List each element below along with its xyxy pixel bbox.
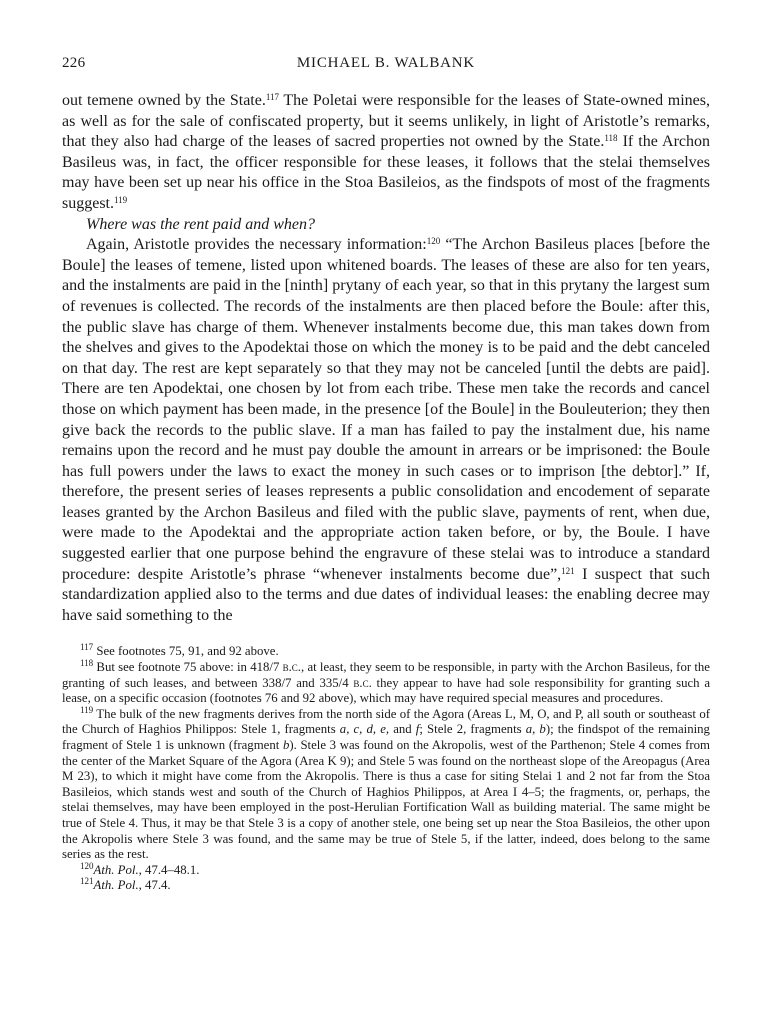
footnote-number: 121 xyxy=(80,876,94,887)
footnote-ref-120: 120 xyxy=(426,236,441,247)
footnote-text: ). Stele 3 was found on the Akropolis, west of the Parthenon; Stele 4 comes from the center of the Market Square of the Agora (Area K 9); and Stele 5 was found on the northeast slope of the Areopagus (Area M 23), to which it might have come from the Akropolis. There is thus a case for siting Stelai 1 and 2 not far from the Stoa Basileios, which stands west and south of the Church of Haghios Philippos, at Area I 4–5; the fragments, or, perhaps, the stelai themselves, may have been employed in the post-Herulian Fortification Wall as building material. The same might be true of Stele 4. Thus, it may be that Stele 3 is a copy of another stele, one being set up near the Stoa Basileios, the other upon the Akropolis where Stele 3 was found, and the same may be true of Stele 5, if the latter, indeed, does belong to the same series as the rest. xyxy=(62,738,710,862)
fragment-letter: b xyxy=(282,738,290,752)
footnote-text: ; Stele 2, fragments xyxy=(419,722,526,737)
footnote-118 xyxy=(62,660,710,707)
paragraph-2 xyxy=(62,235,710,626)
page xyxy=(62,55,710,894)
paragraph-1 xyxy=(62,91,710,215)
running-head: MICHAEL B. WALBANK xyxy=(296,55,476,71)
work-title: Ath. Pol. xyxy=(93,878,139,893)
footnote-text: But see footnote 75 above: in 418/7 xyxy=(93,660,283,675)
footnote-text: , at least, they seem to be responsible, in party with the Archon Basileus, for the granting of such leases, and between 338/7 and 335/4 xyxy=(62,660,710,690)
footnote-number: 120 xyxy=(80,860,94,871)
text-run: I suspect that such standardization applied also to the terms and due dates of individual leases: the enabling decree may have said something to the xyxy=(62,565,711,624)
text-run: out temene owned by the State. xyxy=(62,92,266,109)
main-text xyxy=(62,91,710,626)
footnote-number: 119 xyxy=(80,704,94,715)
footnote-117 xyxy=(62,644,710,660)
work-title: Ath. Pol. xyxy=(93,862,139,877)
footnote-ref-118: 118 xyxy=(604,133,618,144)
footnote-121 xyxy=(62,878,710,894)
text-run: If the Archon Basileus was, in fact, the officer responsible for these leases, it follows that the stelai themselves may have been set up near his office in the Stoa Basileios, as the findspots of most of the fragments suggest. xyxy=(62,133,710,212)
footnote-text: and xyxy=(389,722,416,737)
footnote-ref-119: 119 xyxy=(114,194,128,205)
era-abbrev: b.c. xyxy=(353,675,372,690)
fragment-letters: a, b xyxy=(525,722,546,737)
footnote-text: The bulk of the new fragments derives from the north side of the Agora (Areas L, M, O, and P, all south or southeast of the Church of Haghios Philippos: Stele 1, fragments xyxy=(62,706,710,737)
footnote-text: See footnotes 75, 91, and 92 above. xyxy=(93,644,279,659)
footnote-text: , 47.4. xyxy=(138,878,171,893)
footnote-text: , 47.4–48.1. xyxy=(138,862,200,877)
footnote-text: ); the findspot of the remaining fragment of Stele 1 is unknown (fragment xyxy=(62,722,710,752)
footnote-number: 118 xyxy=(80,658,94,669)
fragment-letter: f xyxy=(415,722,420,737)
era-abbrev: b.c. xyxy=(282,660,301,675)
page-number: 226 xyxy=(62,55,86,71)
footnote-text: they appear to have had sole responsibility for granting such a lease, on a specific occasion (footnotes 76 and 92 above), which may have required special measures and procedures. xyxy=(62,675,710,706)
fragment-letters: a, c, d, e, xyxy=(339,722,390,737)
footnote-ref-117: 117 xyxy=(265,92,280,102)
page-header xyxy=(62,55,710,79)
text-run: The Poletai were responsible for the leases of State-owned mines, as well as for the sale of confiscated property, but it seems unlikely, in light of Aristotle’s remarks, that they also had charge of the leases of sacred properties not owned by the State. xyxy=(62,92,710,151)
text-run: Again, Aristotle provides the necessary information: xyxy=(86,236,427,254)
question-heading: Where was the rent paid and when? xyxy=(86,215,316,233)
footnote-number: 117 xyxy=(80,642,94,653)
footnote-ref-121: 121 xyxy=(561,565,575,576)
section-question xyxy=(62,215,710,236)
footnotes xyxy=(62,644,710,894)
footnote-119 xyxy=(62,704,710,863)
text-run: “The Archon Basileus places [before the Boule] the leases of temene, listed upon whitened boards. The leases of these are also for ten years, and the instalments are paid in the [ninth] prytany of each year, so that in this prytany the largest sum of revenues is collected. The records of the instalments are then placed before the Boule: after this, the public slave has charge of them. Whenever instalments become due, this man takes down from the shelves and gives to the Apodektai those on which the money is to be paid and the debt canceled on that day. The rest are kept separately so that they may not be canceled [until the debts are paid]. There are ten Apodektai, one chosen by lot from each tribe. These men take the records and cancel those on which payment has been made, in the presence [of the Boule] in the Bouleuterion; they then give back the records to the public slave. If a man has failed to pay the instalment due, his name remains upon the record and he must pay double the amount in arrears or be imprisoned: the Boule has full powers under the laws to exact the money in such cases or to imprison [the debtor].” If, therefore, the present series of leases represents a public consolidation and encodement of separate leases granted by the Archon Basileus and filed with the public slave, payments of rent, when due, were made to the Apodektai and the appropriate action taken before, or by, the Boule. I have suggested earlier that one purpose behind the engravure of these stelai was to introduce a standard procedure: despite Aristotle’s phrase “whenever instalments become due”, xyxy=(62,236,711,583)
footnote-120 xyxy=(62,860,710,879)
